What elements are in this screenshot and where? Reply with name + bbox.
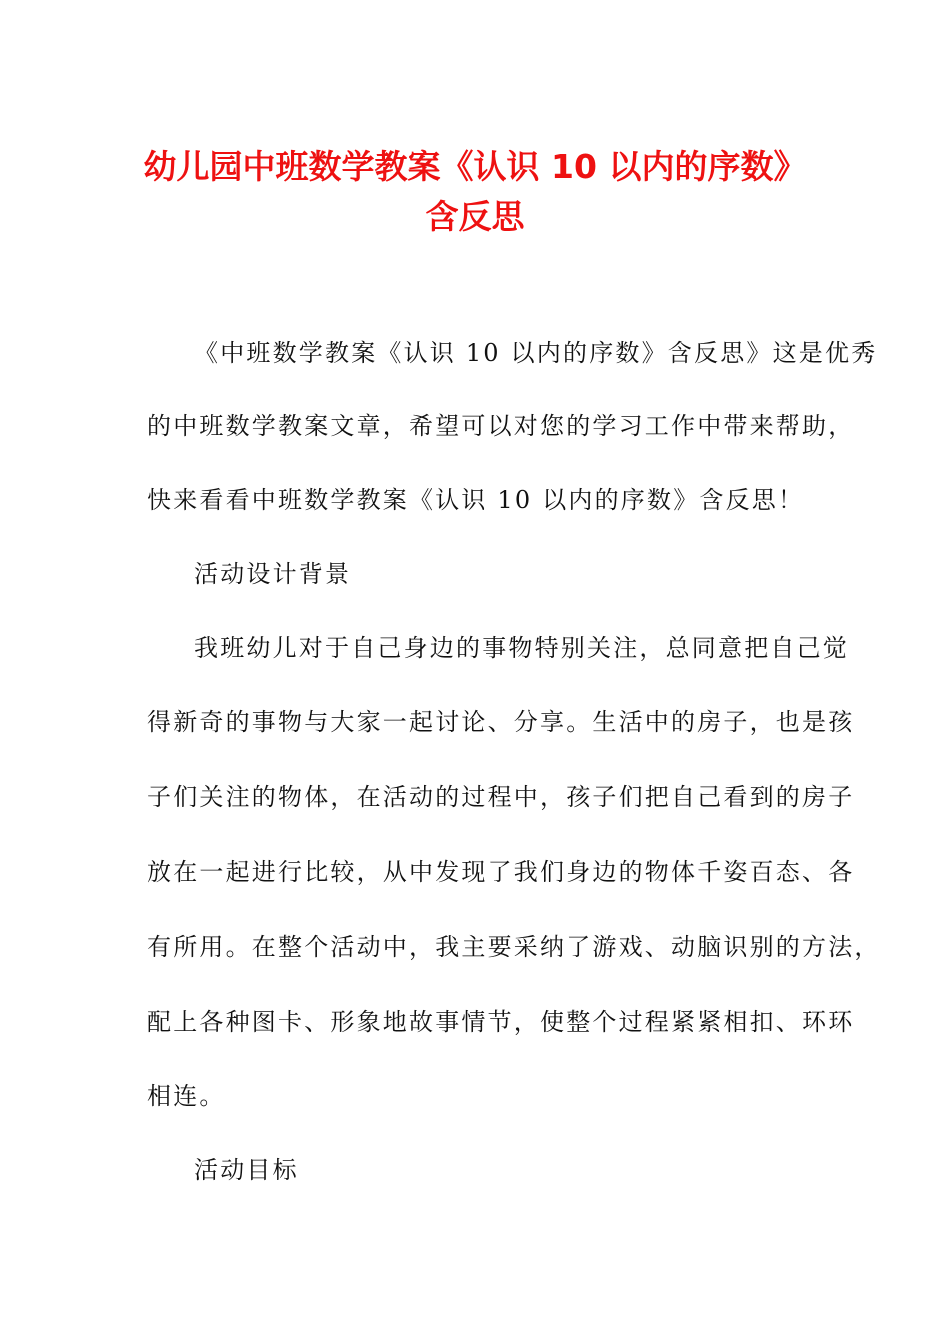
intro-line-1: 《中班数学教案《认识 10 以内的序数》含反思》这是优秀 <box>194 339 878 367</box>
section-heading-goals: 活动目标 <box>194 1156 299 1184</box>
body-line-5: 有所用。在整个活动中，我主要采纳了游戏、动脑识别的方法， <box>147 933 881 961</box>
section-heading-background: 活动设计背景 <box>194 560 352 588</box>
intro-line-3: 快来看看中班数学教案《认识 10 以内的序数》含反思！ <box>147 486 805 514</box>
body-line-2: 得新奇的事物与大家一起讨论、分享。生活中的房子，也是孩 <box>147 708 855 736</box>
body-line-6: 配上各种图卡、形象地故事情节，使整个过程紧紧相扣、环环 <box>147 1008 855 1036</box>
body-line-7: 相连。 <box>147 1082 226 1110</box>
document-title-line-1: 幼儿园中班数学教案《认识 10 以内的序数》 <box>143 147 807 186</box>
body-line-1: 我班幼儿对于自己身边的事物特别关注，总同意把自己觉 <box>194 634 849 662</box>
document-title-line-2: 含反思 <box>425 197 525 236</box>
body-line-4: 放在一起进行比较，从中发现了我们身边的物体千姿百态、各 <box>147 858 855 886</box>
intro-line-2: 的中班数学教案文章，希望可以对您的学习工作中带来帮助， <box>147 412 855 440</box>
body-line-3: 子们关注的物体，在活动的过程中，孩子们把自己看到的房子 <box>147 783 855 811</box>
